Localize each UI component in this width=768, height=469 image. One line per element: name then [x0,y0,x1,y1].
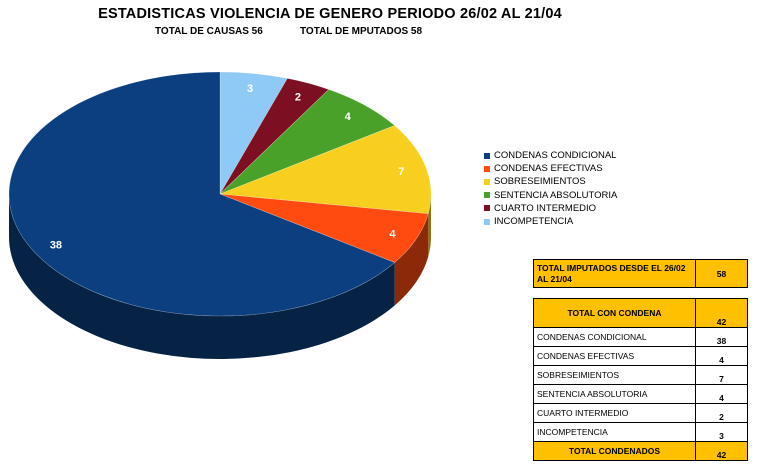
row-value: 4 [696,385,748,404]
row-label: CONDENAS EFECTIVAS [534,347,696,366]
table-row [534,423,748,442]
legend-swatch [484,179,490,185]
legend-label: CONDENAS CONDICIONAL [494,150,617,162]
table-footer-row [534,442,748,461]
total-con-condena-value: 42 [696,299,748,328]
row-value: 38 [696,328,748,347]
legend-swatch [484,153,490,159]
legend-item [484,189,617,202]
legend-swatch [484,166,490,172]
legend-item [484,149,617,162]
pie-data-label: 2 [294,91,302,104]
total-imputados-cell: TOTAL IMPUTADOS DESDE EL 26/02 AL 21/04 [534,260,696,288]
condena-summary-table [533,298,748,461]
row-label: SENTENCIA ABSOLUTORIA [534,385,696,404]
pie-data-label: 7 [398,165,405,178]
pie-data-label: 3 [246,83,254,96]
table-header-row [534,299,748,328]
total-imputados-table [533,259,748,288]
legend-swatch [484,219,490,225]
row-value: 2 [696,404,748,423]
row-label: INCOMPETENCIA [534,423,696,442]
legend-label: SOBRESEIMIENTOS [494,176,586,188]
legend-label: CUARTO INTERMEDIO [494,202,597,214]
pie-data-label: 4 [389,228,396,241]
table-row [534,260,748,288]
legend-label: SENTENCIA ABSOLUTORIA [494,189,618,201]
chart-legend [484,149,617,228]
total-condenados-label: TOTAL CONDENADOS [534,442,696,461]
pie-data-label: 4 [344,111,351,124]
legend-item [484,162,617,175]
table-row [534,347,748,366]
legend-label: INCOMPETENCIA [494,216,574,228]
table-row [534,328,748,347]
row-label: SOBRESEIMIENTOS [534,366,696,385]
row-value: 4 [696,347,748,366]
pie-data-label: 38 [49,239,63,252]
legend-item [484,202,617,215]
legend-item [484,175,617,188]
row-value: 7 [696,366,748,385]
total-causas-label: TOTAL DE CAUSAS 56 [155,26,263,37]
table-row [534,404,748,423]
table-row [534,385,748,404]
table-row [534,366,748,385]
row-label: CUARTO INTERMEDIO [534,404,696,423]
chart-title: ESTADISTICAS VIOLENCIA DE GENERO PERIODO 26/02 AL 21/04 [98,6,562,22]
total-condenados-value: 42 [696,442,748,461]
legend-swatch [484,192,490,198]
legend-item [484,215,617,228]
total-imputados-value: 58 [696,260,748,288]
pie-chart [0,60,440,380]
total-imputados-label: TOTAL DE MPUTADOS 58 [300,26,423,37]
total-con-condena-label: TOTAL CON CONDENA [534,299,696,328]
row-value: 3 [696,423,748,442]
row-label: CONDENAS CONDICIONAL [534,328,696,347]
legend-label: CONDENAS EFECTIVAS [494,163,603,175]
legend-swatch [484,205,490,211]
